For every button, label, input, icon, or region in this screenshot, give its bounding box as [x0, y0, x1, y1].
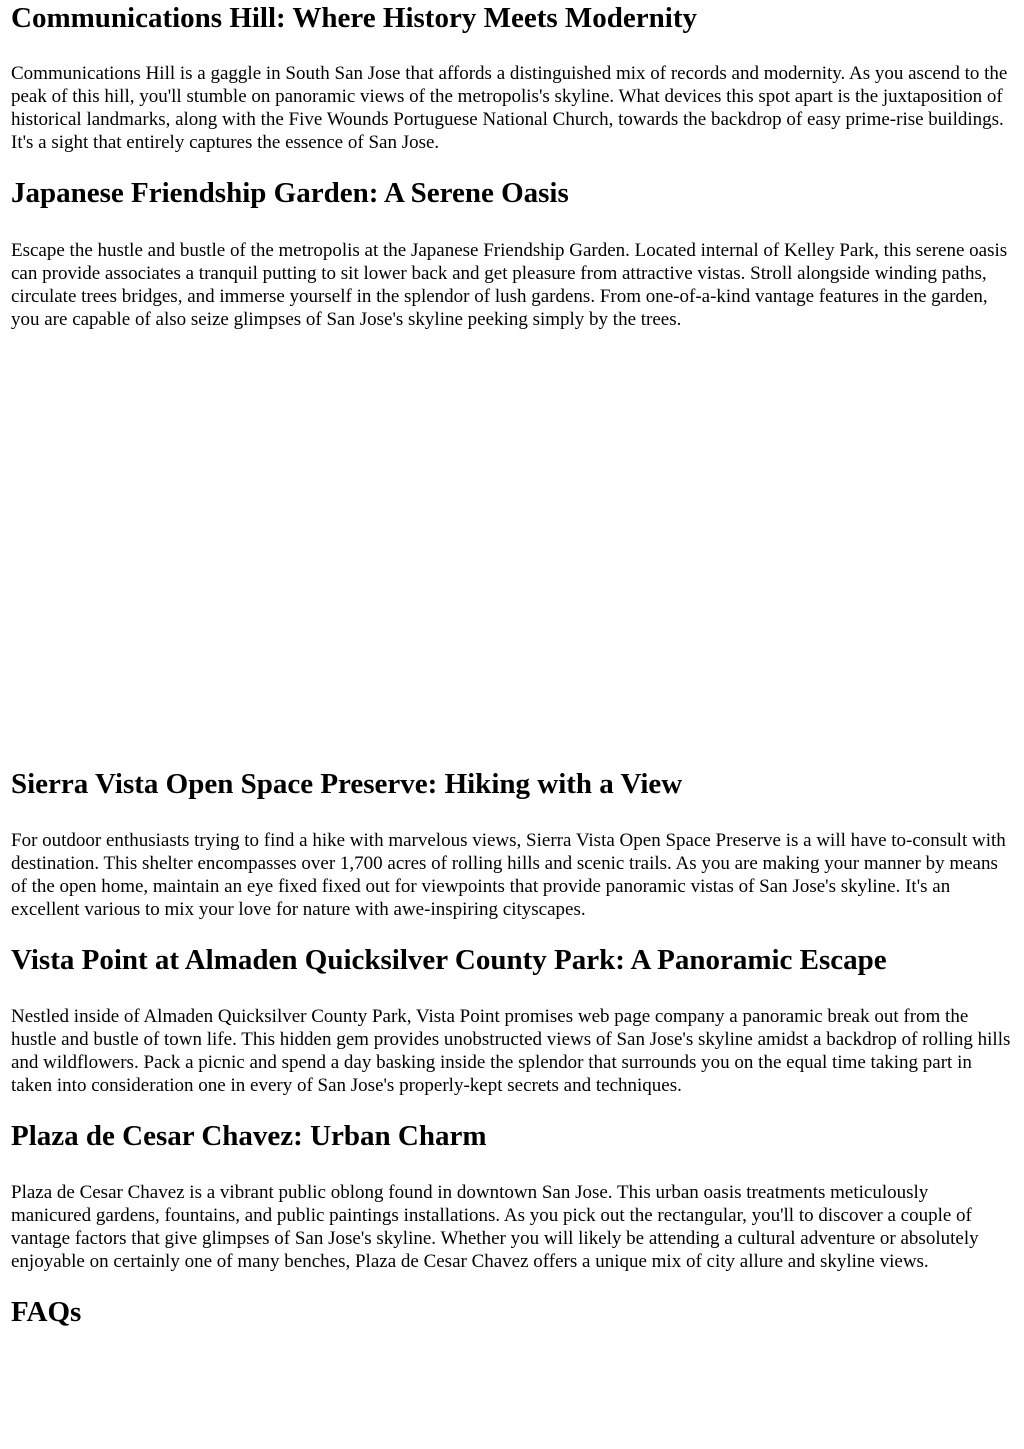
paragraph-vista-point: Nestled inside of Almaden Quicksilver County Park, Vista Point promises web page company a panoramic break out from the hustle and bustle of town life. This hidden gem provides unobstructed views of San Jose's skyline amidst a backdrop of rolling hills and wildflowers. Pack a picnic and spend a day basking inside the splendor that surrounds you on the equal time taking part in taken into consideration one in every of San Jose's properly-kept secrets and techniques. [11, 1006, 1011, 1096]
heading-sierra-vista: Sierra Vista Open Space Preserve: Hiking with a View [11, 768, 683, 800]
heading-japanese-friendship-garden: Japanese Friendship Garden: A Serene Oasis [11, 177, 569, 209]
paragraph-plaza-de-cesar-chavez: Plaza de Cesar Chavez is a vibrant public oblong found in downtown San Jose. This urban oasis treatments meticulously manicured gardens, fountains, and public paintings installations. As you pick out the rectangular, you'll to discover a couple of vantage factors that give glimpses of San Jose's skyline. Whether you will likely be attending a cultural adventure or absolutely enjoyable on certainly one of many benches, Plaza de Cesar Chavez offers a unique mix of city allure and skyline views. [11, 1182, 979, 1272]
article [0, 1, 1024, 1329]
paragraph-sierra-vista: For outdoor enthusiasts trying to find a hike with marvelous views, Sierra Vista Open Space Preserve is a will have to-consult with destination. This shelter encompasses over 1,700 acres of rolling hills and scenic trails. As you are making your manner by means of the open home, maintain an eye fixed fixed out for viewpoints that provide panoramic vistas of San Jose's skyline. It's an excellent various to mix your love for nature with awe-inspiring cityscapes. [11, 830, 1006, 920]
heading-vista-point: Vista Point at Almaden Quicksilver County Park: A Panoramic Escape [11, 944, 887, 976]
heading-faqs: FAQs [11, 1296, 82, 1328]
blank-space [11, 331, 1013, 767]
heading-communications-hill: Communications Hill: Where History Meets Modernity [11, 2, 697, 34]
heading-plaza-de-cesar-chavez: Plaza de Cesar Chavez: Urban Charm [11, 1120, 487, 1152]
paragraph-japanese-friendship-garden: Escape the hustle and bustle of the metropolis at the Japanese Friendship Garden. Located internal of Kelley Park, this serene oasis can provide associates a tranquil putting to sit lower back and get pleasure from attractive vistas. Stroll alongside winding paths, circulate trees bridges, and immerse yourself in the splendor of lush gardens. From one-of-a-kind vantage features in the garden, you are capable of also seize glimpses of San Jose's skyline peeking simply by the trees. [11, 240, 1008, 330]
paragraph-communications-hill: Communications Hill is a gaggle in South San Jose that affords a distinguished mix of records and modernity. As you ascend to the peak of this hill, you'll stumble on panoramic views of the metropolis's skyline. What devices this spot apart is the juxtaposition of historical landmarks, along with the Five Wounds Portuguese National Church, towards the backdrop of easy prime-rise buildings. It's a sight that entirely captures the essence of San Jose. [11, 63, 1008, 153]
